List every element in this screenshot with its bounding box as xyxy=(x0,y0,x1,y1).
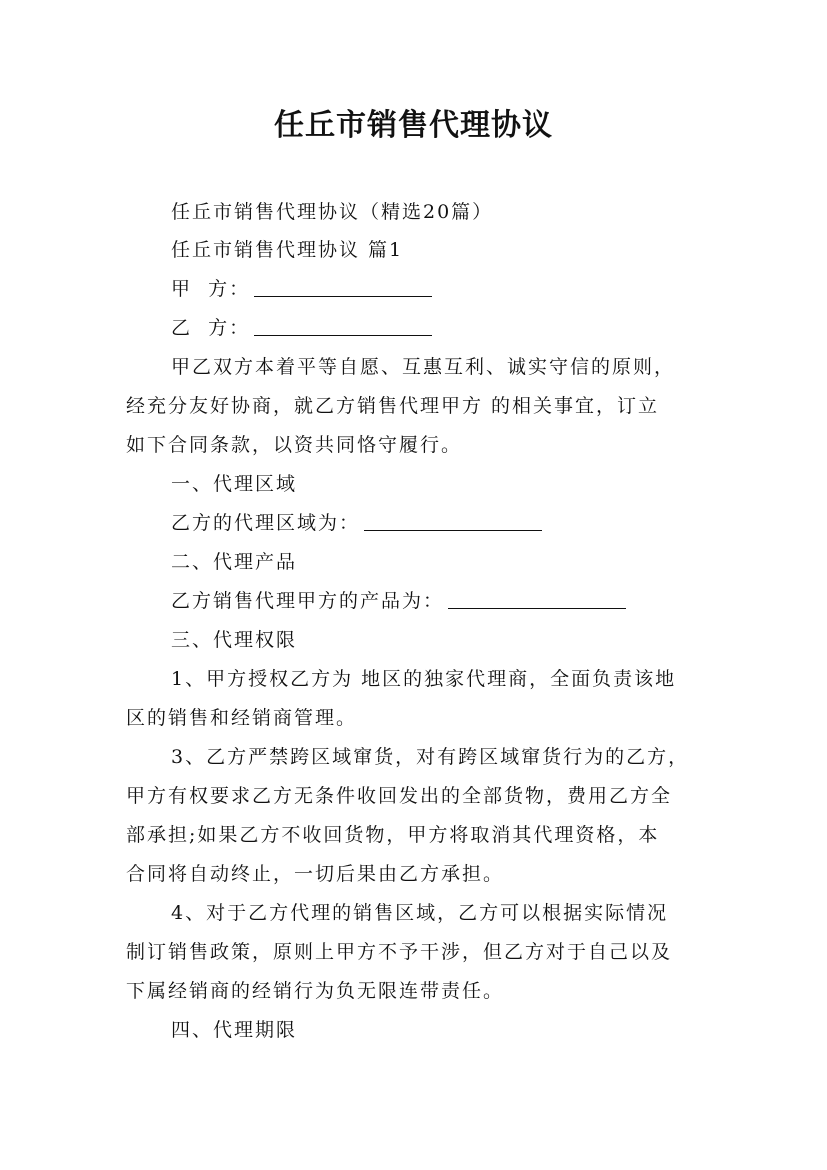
paragraph-line: 甲方有权要求乙方无条件收回发出的全部货物，费用乙方全 xyxy=(126,785,673,807)
paragraph-line: 经充分友好协商，就乙方销售代理甲方 的相关事宜，订立 xyxy=(126,395,660,417)
product-blank xyxy=(448,607,626,609)
clause-heading: 二、代理产品 xyxy=(171,551,298,573)
clause-heading: 三、代理权限 xyxy=(171,629,298,651)
paragraph-line: 区的销售和经销商管理。 xyxy=(126,707,358,729)
clause-heading: 一、代理区域 xyxy=(171,473,298,495)
paragraph-line: 制订销售政策，原则上甲方不予干涉，但乙方对于自己以及 xyxy=(126,941,673,963)
party-a-line xyxy=(171,270,751,309)
clause-heading: 四、代理期限 xyxy=(171,1019,298,1041)
subtitle: 任丘市销售代理协议（精选20篇） xyxy=(171,201,494,223)
region-line xyxy=(171,504,751,543)
paragraph-line: 合同将自动终止，一切后果由乙方承担。 xyxy=(126,863,505,885)
region-label: 乙方的代理区域为： xyxy=(171,512,361,534)
region-blank xyxy=(364,529,542,531)
paragraph-line: 甲乙双方本着平等自愿、互惠互利、诚实守信的原则， xyxy=(171,356,676,378)
party-a-blank xyxy=(254,295,432,297)
product-label: 乙方销售代理甲方的产品为： xyxy=(171,590,445,612)
paragraph-line: 3、乙方严禁跨区域窜货，对有跨区域窜货行为的乙方， xyxy=(171,746,690,768)
party-a-label: 甲 方： xyxy=(171,278,251,300)
paragraph-line: 部承担;如果乙方不收回货物，甲方将取消其代理资格，本 xyxy=(126,824,660,846)
party-b-label: 乙 方： xyxy=(171,317,251,339)
document-title: 任丘市销售代理协议 xyxy=(274,108,553,143)
paragraph-line: 下属经销商的经销行为负无限连带责任。 xyxy=(126,980,505,1002)
party-b-blank xyxy=(254,334,432,336)
paragraph-line: 1、甲方授权乙方为 地区的独家代理商，全面负责该地 xyxy=(171,668,677,690)
paragraph-line: 如下合同条款，以资共同恪守履行。 xyxy=(126,434,463,456)
section-heading: 任丘市销售代理协议 篇1 xyxy=(171,239,404,261)
product-line xyxy=(171,582,751,621)
paragraph-line: 4、对于乙方代理的销售区域，乙方可以根据实际情况 xyxy=(171,902,669,924)
party-b-line xyxy=(171,309,751,348)
